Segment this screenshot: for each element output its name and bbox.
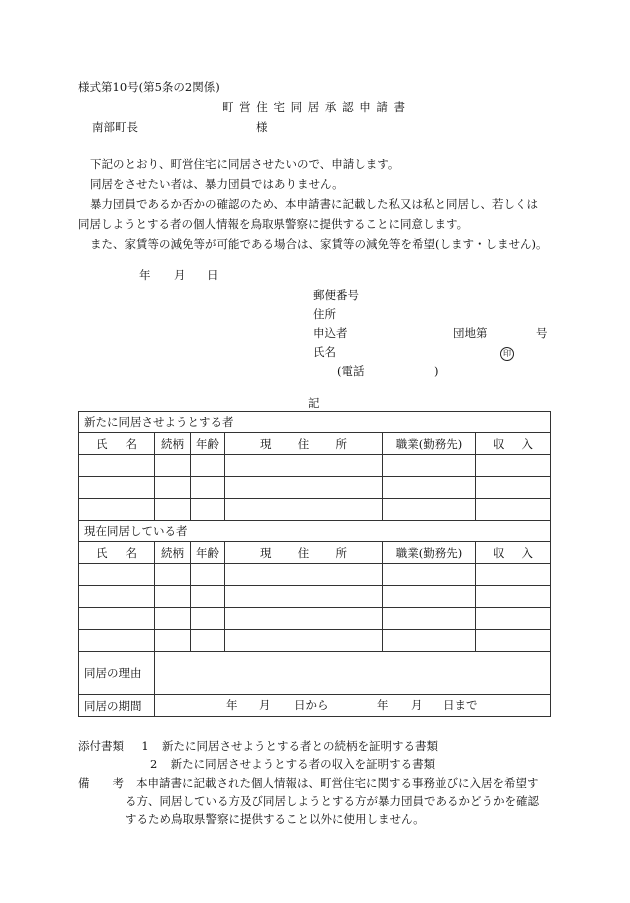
address-label: 住所 (313, 307, 336, 321)
col-age: 年齢 (191, 542, 225, 564)
document-title: 町 営 住 宅 同 居 承 認 申 請 書 (222, 100, 407, 114)
remarks-line: するため鳥取県警察に提供すること以外に使用しません。 (125, 812, 425, 826)
postal-label: 郵便番号 (313, 288, 359, 302)
reason-label: 同居の理由 (79, 652, 155, 695)
body-text (78, 154, 550, 254)
header-row (79, 542, 551, 564)
applicant-label: 申込者 (313, 326, 348, 340)
seal-mark (500, 345, 514, 361)
col-relation: 続柄 (155, 542, 191, 564)
remarks (78, 774, 558, 828)
date-year: 年 (139, 268, 151, 282)
attachment-text: 新たに同居させようとする者の収入を証明する書類 (170, 757, 436, 771)
phone-label-open: (電話 (337, 364, 365, 378)
col-address: 現 住 所 (225, 433, 383, 455)
table-row (79, 499, 551, 521)
remarks-line: る方、同居している方及び同居しようとする方が暴力団員であるかどうかを確認 (125, 794, 539, 808)
honorific: 様 (256, 120, 268, 134)
table-row (79, 564, 551, 586)
attachments (78, 737, 558, 773)
col-job: 職業(勤務先) (383, 542, 476, 564)
name-label: 氏名 (313, 345, 336, 359)
period-to-year: 年 (377, 698, 389, 712)
col-income: 収 入 (476, 542, 551, 564)
remarks-line: 本申請書に記載された個人情報は、町営住宅に関する事務並びに入居を希望す (136, 776, 539, 790)
body-line: 暴力団員であるか否かの確認のため、本申請書に記載した私又は私と同居し、若しくは (90, 197, 539, 211)
period-field[interactable] (155, 695, 551, 717)
attachment-num: 2 (150, 757, 158, 771)
table-row (79, 630, 551, 652)
body-line: 同居をさせたい者は、暴力団員ではありません。 (90, 177, 344, 191)
seal-icon: 印 (500, 347, 514, 361)
col-relation: 続柄 (155, 433, 191, 455)
period-label: 同居の期間 (79, 695, 155, 717)
period-to-month: 月 (411, 698, 423, 712)
reason-row (79, 652, 551, 695)
reason-field[interactable] (155, 652, 551, 695)
col-address: 現 住 所 (225, 542, 383, 564)
remarks-label: 備 考 (78, 776, 124, 790)
table-row (79, 586, 551, 608)
col-name: 氏 名 (79, 433, 155, 455)
period-from-day: 日から (294, 698, 329, 712)
table-row (79, 608, 551, 630)
phone-label-close: ) (434, 364, 439, 378)
period-from-year: 年 (226, 698, 238, 712)
attachment-num: 1 (141, 739, 149, 753)
body-line: また、家賃等の減免等が可能である場合は、家賃等の減免等を希望(します・しません)。 (90, 237, 548, 251)
period-row (79, 695, 551, 717)
body-line: 同居しようとする者の個人情報を鳥取県警察に提供することに同意します。 (78, 217, 469, 231)
date-day: 日 (207, 268, 219, 282)
section-new-heading: 新たに同居させようとする者 (79, 412, 551, 433)
attachments-label: 添付書類 (78, 739, 124, 753)
cohabitant-table (78, 411, 551, 717)
form-number: 様式第10号(第5条の2関係) (78, 80, 220, 94)
table-row (79, 477, 551, 499)
col-income: 収 入 (476, 433, 551, 455)
date-month: 月 (174, 268, 186, 282)
col-age: 年齢 (191, 433, 225, 455)
number-label: 号 (536, 326, 548, 340)
header-row (79, 433, 551, 455)
complex-label: 団地第 (453, 326, 488, 340)
col-job: 職業(勤務先) (383, 433, 476, 455)
table-row (79, 455, 551, 477)
period-to-day: 日まで (443, 698, 478, 712)
attachment-text: 新たに同居させようとする者との続柄を証明する書類 (161, 739, 438, 753)
col-name: 氏 名 (79, 542, 155, 564)
ki-heading: 記 (308, 396, 320, 410)
body-line: 下記のとおり、町営住宅に同居させたいので、申請します。 (90, 157, 400, 171)
addressee: 南部町長 (92, 120, 138, 134)
section-current-heading: 現在同居している者 (79, 521, 551, 542)
period-from-month: 月 (259, 698, 271, 712)
